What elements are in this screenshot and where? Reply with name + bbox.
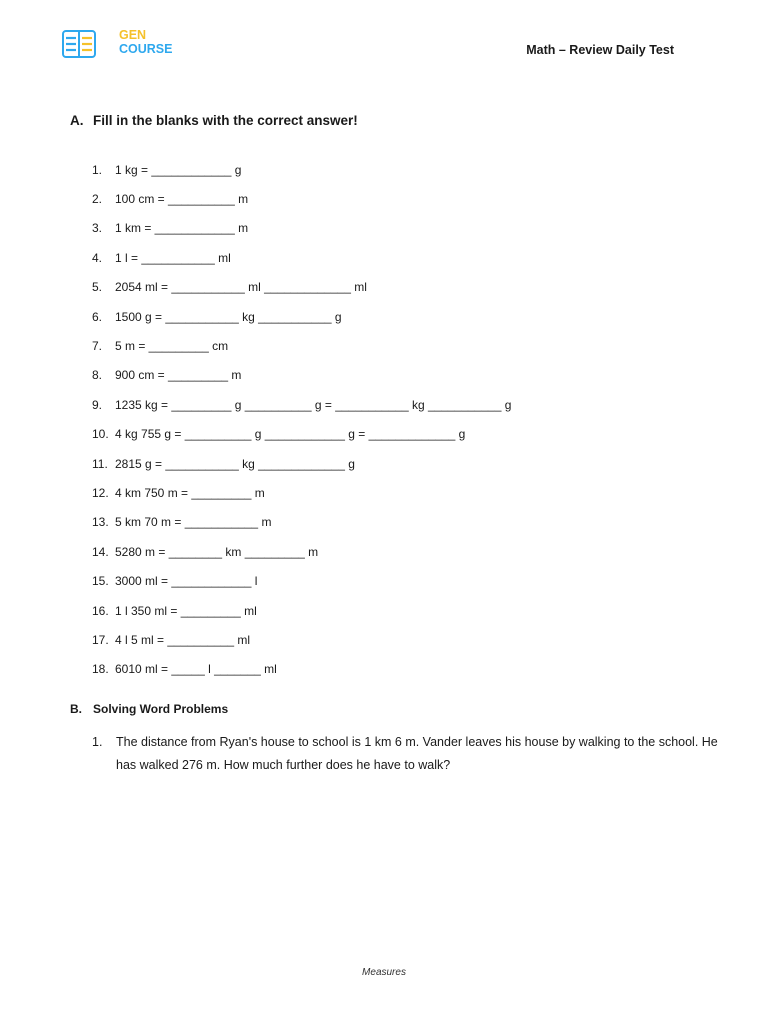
- section-b-title: Solving Word Problems: [93, 702, 229, 716]
- section-a-title: Fill in the blanks with the correct answer!: [93, 113, 358, 128]
- item-text: 4 l 5 ml = __________ ml: [115, 632, 251, 647]
- item-number: 4.: [92, 250, 103, 265]
- brand-logo-text: [119, 28, 172, 56]
- item-number: 1.: [92, 162, 103, 177]
- list-item: [92, 449, 511, 478]
- item-number: 17.: [92, 632, 109, 647]
- item-text: 2815 g = ___________ kg _____________ g: [115, 456, 355, 471]
- item-text: 1500 g = ___________ kg ___________ g: [115, 309, 342, 324]
- list-item: [92, 478, 511, 507]
- item-number: 11.: [92, 456, 108, 471]
- item-text: 100 cm = __________ m: [115, 192, 249, 207]
- word-problem: [92, 731, 718, 777]
- list-item: [92, 243, 511, 272]
- section-b-letter: B.: [70, 702, 82, 716]
- list-item: [92, 596, 511, 625]
- brand-line-course: COURSE: [119, 42, 173, 56]
- section-b-heading: [70, 702, 228, 716]
- item-number: 3.: [92, 221, 103, 236]
- word-problem-number: 1.: [92, 735, 103, 749]
- list-item: [92, 184, 511, 213]
- list-item: [92, 537, 511, 566]
- item-text: 5 m = _________ cm: [115, 339, 229, 354]
- section-a-heading: [70, 113, 358, 128]
- item-text: 4 kg 755 g = __________ g ____________ g = _____________ g: [115, 427, 466, 442]
- list-item: [92, 302, 511, 331]
- item-text: 2054 ml = ___________ ml _____________ ml: [115, 280, 367, 295]
- item-number: 9.: [92, 397, 103, 412]
- item-text: 1 l 350 ml = _________ ml: [115, 603, 257, 618]
- item-text: 6010 ml = _____ l _______ ml: [115, 662, 277, 677]
- item-text: 1 l = ___________ ml: [115, 250, 231, 265]
- item-number: 14.: [92, 544, 109, 559]
- item-number: 5.: [92, 280, 103, 295]
- item-text: 1 km = ____________ m: [115, 221, 249, 236]
- list-item: [92, 655, 511, 684]
- item-text: 5 km 70 m = ___________ m: [115, 515, 272, 530]
- brand-line-gen: GEN: [119, 28, 147, 42]
- page-footer: Measures: [362, 967, 406, 978]
- list-item: [92, 420, 511, 449]
- item-number: 8.: [92, 368, 103, 383]
- item-number: 6.: [92, 309, 103, 324]
- list-item: [92, 508, 511, 537]
- fill-in-blank-list: [92, 155, 511, 684]
- list-item: [92, 155, 511, 184]
- list-item: [92, 390, 511, 419]
- list-item: [92, 566, 511, 595]
- item-number: 12.: [92, 485, 109, 500]
- item-text: 1 kg = ____________ g: [115, 162, 242, 177]
- item-number: 7.: [92, 339, 103, 354]
- item-text: 5280 m = ________ km _________ m: [115, 544, 319, 559]
- item-number: 16.: [92, 603, 109, 618]
- list-item: [92, 273, 511, 302]
- list-item: [92, 361, 511, 390]
- item-number: 2.: [92, 192, 103, 207]
- word-problem-text: The distance from Ryan's house to school is 1 km 6 m. Vander leaves his house by walking to the school. He has walked 276 m. How much further does he have to walk?: [116, 735, 718, 772]
- item-text: 1235 kg = _________ g __________ g = ___________ kg ___________ g: [115, 397, 512, 412]
- list-item: [92, 214, 511, 243]
- book-list-icon: [62, 30, 96, 58]
- item-number: 18.: [92, 662, 109, 677]
- document-title: Math – Review Daily Test: [526, 43, 674, 57]
- item-number: 13.: [92, 515, 109, 530]
- item-number: 15.: [92, 574, 109, 589]
- item-number: 10.: [92, 427, 109, 442]
- section-a-letter: A.: [70, 113, 84, 128]
- list-item: [92, 625, 511, 654]
- item-text: 900 cm = _________ m: [115, 368, 242, 383]
- item-text: 4 km 750 m = _________ m: [115, 485, 265, 500]
- list-item: [92, 331, 511, 360]
- item-text: 3000 ml = ____________ l: [115, 574, 258, 589]
